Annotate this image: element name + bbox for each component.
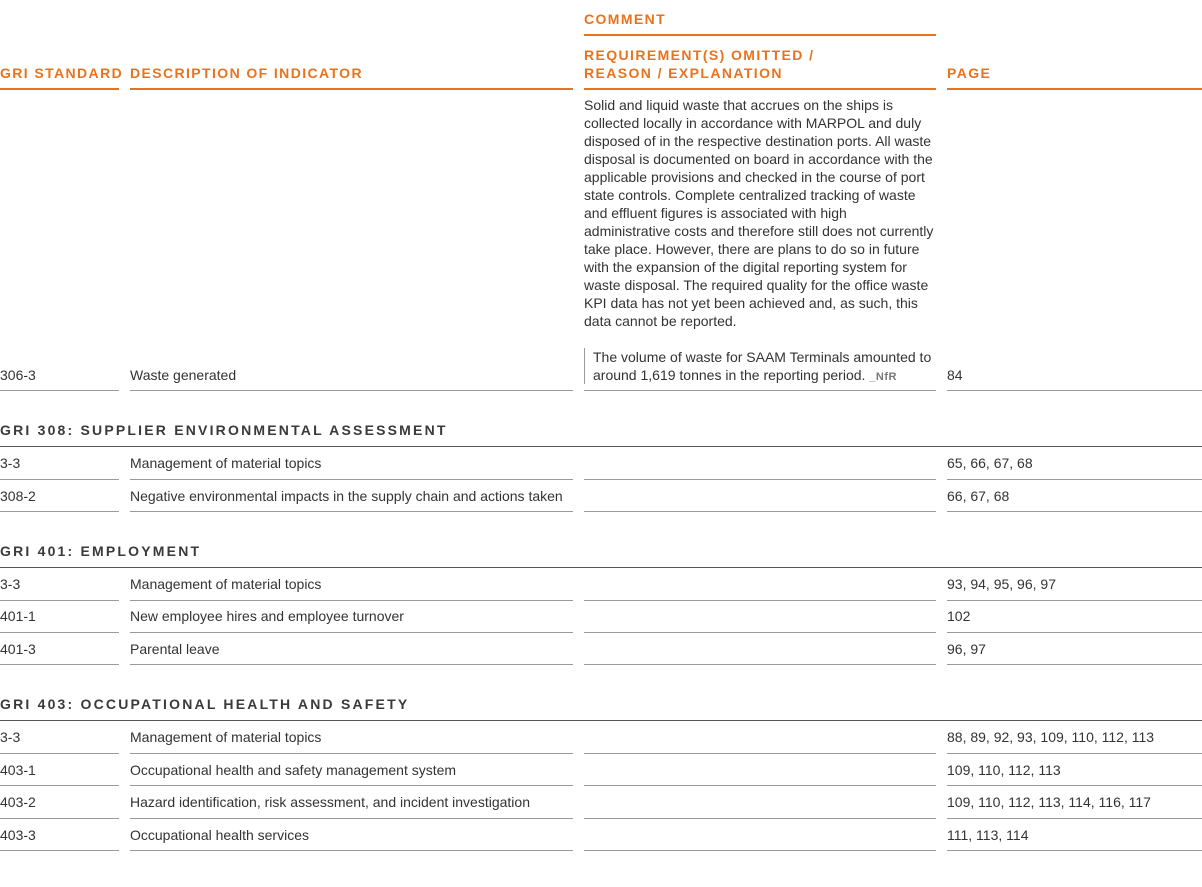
row-rule: [947, 664, 1202, 665]
row-standard: 403-2: [0, 794, 36, 810]
section-rule: [0, 720, 1202, 721]
row-standard: 3-3: [0, 576, 21, 592]
waste-note-paragraph: Solid and liquid waste that accrues on the ships is collected locally in accordance with MARPOL and duly disposed of in the respective destination ports. All waste disposal is documented on board in accordance with the applicable provisions and checked in the course of port state controls. Complete centralized tracking of waste and effluent figures is associated with high administrative costs and therefore still does not currently take place. However, there are plans to do so in future with the expansion of the digital reporting system for waste disposal. The required quality for the office waste KPI data has not yet been achieved and, as such, this data cannot be reported.: [584, 97, 934, 329]
row-rule: [130, 818, 573, 819]
header-rule-comment: [584, 88, 936, 90]
row-rule: [947, 818, 1202, 819]
row-rule: [584, 511, 936, 512]
row-rule: [130, 664, 573, 665]
row-standard: 3-3: [0, 729, 21, 745]
header-comment: COMMENT: [584, 11, 667, 27]
nfr-tag: _NfR: [869, 371, 897, 383]
row-306-3-description: Waste generated: [130, 367, 237, 383]
row-standard: 3-3: [0, 455, 21, 471]
header-rule-description: [130, 88, 573, 90]
header-requirements-line1: REQUIREMENT(S) OMITTED /: [584, 47, 815, 63]
row-rule: [584, 632, 936, 633]
section-title-gri-403: GRI 403: OCCUPATIONAL HEALTH AND SAFETY: [0, 696, 410, 712]
row-page: 109, 110, 112, 113: [947, 762, 1061, 778]
comment-header-rule: [584, 34, 936, 36]
section-title-gri-401: GRI 401: EMPLOYMENT: [0, 543, 202, 559]
row-page: 66, 67, 68: [947, 488, 1010, 504]
row-rule: [947, 753, 1202, 754]
row-rule: [130, 479, 573, 480]
row-description: Parental leave: [130, 641, 220, 657]
row-rule: [0, 479, 119, 480]
row-306-3-page: 84: [947, 367, 963, 383]
row-page: 96, 97: [947, 641, 986, 657]
section-title-gri-308: GRI 308: SUPPLIER ENVIRONMENTAL ASSESSMENT: [0, 422, 448, 438]
row-description: Management of material topics: [130, 729, 322, 745]
row-rule: [947, 479, 1202, 480]
row-rule: [130, 390, 573, 391]
row-rule: [130, 785, 573, 786]
row-description: Negative environmental impacts in the supply chain and actions taken: [130, 488, 563, 504]
row-rule: [584, 664, 936, 665]
row-rule: [0, 785, 119, 786]
row-rule: [0, 600, 119, 601]
row-rule: [0, 753, 119, 754]
row-description: Occupational health and safety management system: [130, 762, 457, 778]
row-rule: [130, 511, 573, 512]
header-rule-standard: [0, 88, 119, 90]
row-standard: 401-1: [0, 608, 36, 624]
row-rule: [947, 632, 1202, 633]
row-rule: [0, 818, 119, 819]
row-rule: [0, 664, 119, 665]
row-description: Occupational health services: [130, 827, 309, 843]
row-rule: [584, 850, 936, 851]
row-rule: [130, 753, 573, 754]
row-rule: [130, 600, 573, 601]
header-page: PAGE: [947, 65, 992, 81]
row-description: Hazard identification, risk assessment, and incident investigation: [130, 794, 530, 810]
row-standard: 308-2: [0, 488, 36, 504]
row-rule: [0, 850, 119, 851]
row-page: 111, 113, 114: [947, 827, 1029, 843]
row-306-3-standard: 306-3: [0, 367, 36, 383]
row-description: New employee hires and employee turnover: [130, 608, 404, 624]
row-rule: [0, 390, 119, 391]
header-description: DESCRIPTION OF INDICATOR: [130, 65, 363, 81]
row-page: 102: [947, 608, 971, 624]
row-standard: 403-3: [0, 827, 36, 843]
row-page: 88, 89, 92, 93, 109, 110, 112, 113: [947, 729, 1155, 745]
row-rule: [0, 632, 119, 633]
row-rule: [130, 632, 573, 633]
comment-306-3-text: The volume of waste for SAAM Terminals amounted to around 1,619 tonnes in the reporting period.: [593, 349, 932, 383]
row-rule: [947, 511, 1202, 512]
row-rule: [584, 785, 936, 786]
row-description: Management of material topics: [130, 576, 322, 592]
row-rule: [947, 390, 1202, 391]
row-rule: [947, 850, 1202, 851]
row-rule: [947, 600, 1202, 601]
row-rule: [947, 785, 1202, 786]
row-standard: 401-3: [0, 641, 36, 657]
row-page: 93, 94, 95, 96, 97: [947, 576, 1056, 592]
section-rule: [0, 446, 1202, 447]
row-rule: [584, 600, 936, 601]
row-description: Management of material topics: [130, 455, 322, 471]
section-rule: [0, 567, 1202, 568]
row-standard: 403-1: [0, 762, 36, 778]
row-rule: [584, 753, 936, 754]
row-rule: [0, 511, 119, 512]
row-page: 65, 66, 67, 68: [947, 455, 1033, 471]
header-requirements-line2: REASON / EXPLANATION: [584, 65, 783, 81]
row-rule: [130, 850, 573, 851]
row-rule: [584, 479, 936, 480]
row-rule: [584, 818, 936, 819]
row-page: 109, 110, 112, 113, 114, 116, 117: [947, 794, 1151, 810]
header-gri-standard: GRI STANDARD: [0, 65, 124, 81]
comment-306-3: [584, 348, 936, 384]
row-rule: [584, 390, 936, 391]
header-rule-page: [947, 88, 1202, 90]
